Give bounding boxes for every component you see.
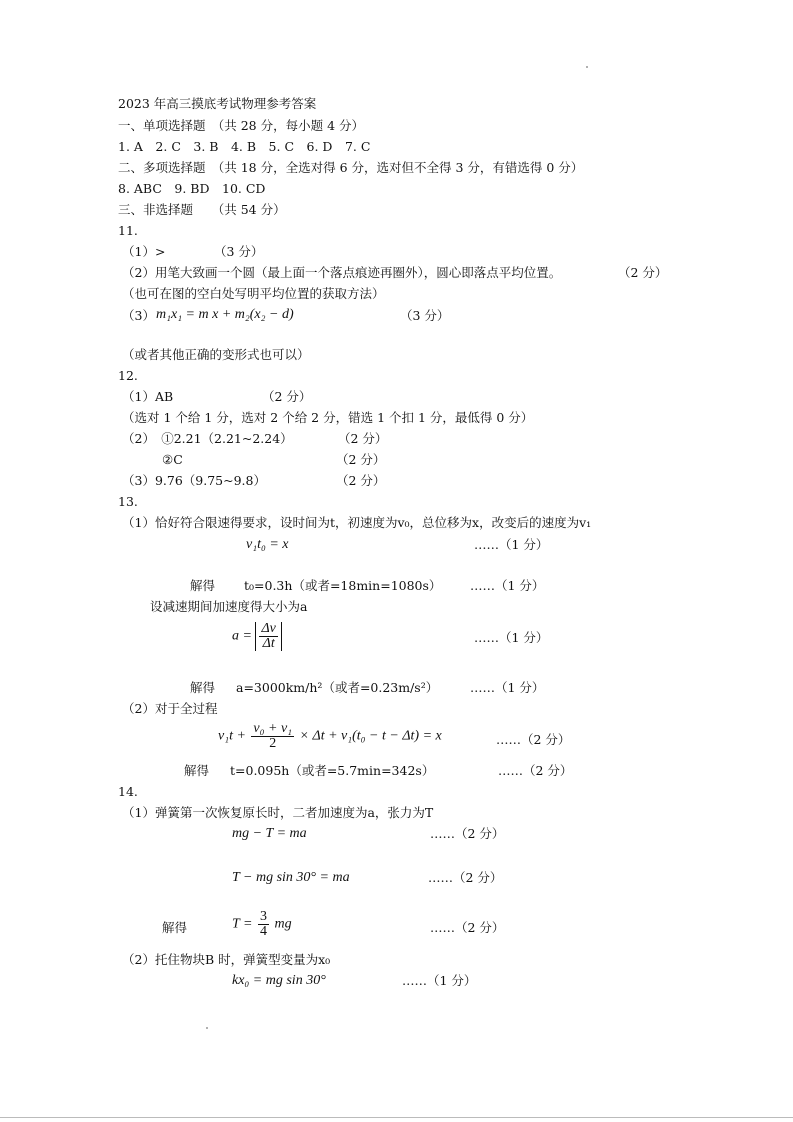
q11-part2-note: （也可在图的空白处写明平均位置的获取方法） (122, 286, 385, 301)
q12-scoring-rule: （选对 1 个给 1 分，选对 2 个给 2 分，错选 1 个扣 1 分，最低得 0 分） (122, 410, 534, 425)
q12-part2b-score: （2 分） (336, 452, 386, 467)
q14-part1: （1）弹簧第一次恢复原长时，二者加速度为a，张力为T (122, 805, 434, 820)
q13-formula3 (218, 722, 442, 751)
q14-formula1-score: ……（2 分） (430, 826, 505, 841)
q12-part3: （3）9.76（9.75~9.8） (122, 473, 266, 488)
q14-formula3-score: ……（2 分） (430, 920, 505, 935)
q13-solve3: t=0.095h（或者=5.7min=342s） (230, 763, 435, 778)
scan-dot (586, 66, 588, 68)
q14-formula2-score: ……（2 分） (428, 870, 503, 885)
q14-part2: （2）托住物块B 时，弹簧型变量为x₀ (122, 952, 331, 967)
doc-title: 2023 年高三摸底考试物理参考答案 (118, 96, 317, 111)
q13-part1: （1）恰好符合限速得要求，设时间为t，初速度为v₀，总位移为x，改变后的速度为v₁ (122, 515, 592, 530)
q14-formula3-post: mg (274, 916, 292, 932)
q13-formula3-post: × Δt + v₁(t₀ − t − Δt) = x (299, 728, 442, 744)
q11-note: （或者其他正确的变形式也可以） (122, 347, 310, 362)
q11-part2: （2）用笔大致画一个圆（最上面一个落点痕迹再圈外），圆心即落点平均位置。 (122, 265, 562, 280)
part1-heading: 一、单项选择题 （共 28 分，每小题 4 分） (118, 118, 365, 133)
q14-formula3-num: 3 (259, 909, 267, 924)
q14-formula1: mg − T = ma (232, 826, 307, 841)
q13-formula2-score: ……（1 分） (474, 630, 549, 645)
q14-formula3-lhs: T = (232, 916, 253, 932)
q14-formula2: T − mg sin 30° = ma (232, 870, 350, 885)
q11-part3-formula: m₁x₁ = m x + m₂(x₂ − d) (156, 307, 294, 322)
q12-number: 12. (118, 368, 138, 383)
q13-solve2: a=3000km/h²（或者=0.23m/s²） (236, 680, 439, 695)
q13-solve2-score: ……（1 分） (470, 680, 545, 695)
q13-solve2-label: 解得 (190, 680, 216, 695)
q14-formula4-score: ……（1 分） (402, 973, 477, 988)
q13-formula1: v₁t₀ = x (246, 537, 289, 552)
q13-solve1: t₀=0.3h（或者=18min=1080s） (244, 578, 442, 593)
q12-part3-score: （2 分） (336, 473, 386, 488)
q13-formula3-num: v₀ + v₁ (253, 721, 293, 736)
q13-formula3-pre: v₁t + (218, 728, 246, 744)
q14-formula3-den: 4 (259, 924, 267, 939)
q13-solve3-label: 解得 (184, 763, 210, 778)
q14-formula4: kx₀ = mg sin 30° (232, 973, 326, 988)
q13-formula2-num: Δv (261, 621, 276, 636)
part2-heading: 二、多项选择题 （共 18 分，全选对得 6 分，选对但不全得 3 分，有错选得 0 分） (118, 160, 584, 175)
q13-solve3-score: ……（2 分） (498, 763, 573, 778)
q13-number: 13. (118, 494, 138, 509)
q13-formula3-score: ……（2 分） (496, 732, 571, 747)
q11-part1-score: （3 分） (214, 244, 264, 259)
q13-formula3-den: 2 (269, 736, 277, 751)
q12-part2b: ②C (162, 452, 183, 467)
part1-answers: 1. A 2. C 3. B 4. B 5. C 6. D 7. C (118, 139, 371, 154)
q13-solve1-label: 解得 (190, 578, 216, 593)
q12-part1: （1）AB (122, 389, 174, 404)
q13-part2: （2）对于全过程 (122, 701, 218, 716)
q14-formula3 (232, 910, 292, 939)
q12-part2a-score: （2 分） (338, 431, 388, 446)
q13-formula2-lhs: a = (232, 628, 252, 644)
part2-answers: 8. ABC 9. BD 10. CD (118, 181, 266, 196)
part3-heading: 三、非选择题 （共 54 分） (118, 202, 286, 217)
q11-part1: （1）> (122, 244, 166, 259)
q13-solve1-score: ……（1 分） (470, 578, 545, 593)
q14-number: 14. (118, 784, 138, 799)
q11-number: 11. (118, 223, 138, 238)
q12-part1-score: （2 分） (262, 389, 312, 404)
q14-solve1-label: 解得 (162, 920, 188, 935)
q13-formula2-den: Δt (262, 636, 275, 651)
page-bottom-rule (0, 1117, 793, 1118)
scan-dot (206, 1027, 208, 1029)
q11-part3-score: （3 分） (400, 308, 450, 323)
q11-part2-score: （2 分） (618, 265, 668, 280)
q13-part1b: 设减速期间加速度得大小为a (150, 599, 308, 614)
q11-part3: （3） (122, 308, 155, 323)
q13-formula1-score: ……（1 分） (474, 537, 549, 552)
q12-part2a: （2） ①2.21（2.21~2.24） (122, 431, 293, 446)
q13-formula2 (232, 622, 282, 651)
